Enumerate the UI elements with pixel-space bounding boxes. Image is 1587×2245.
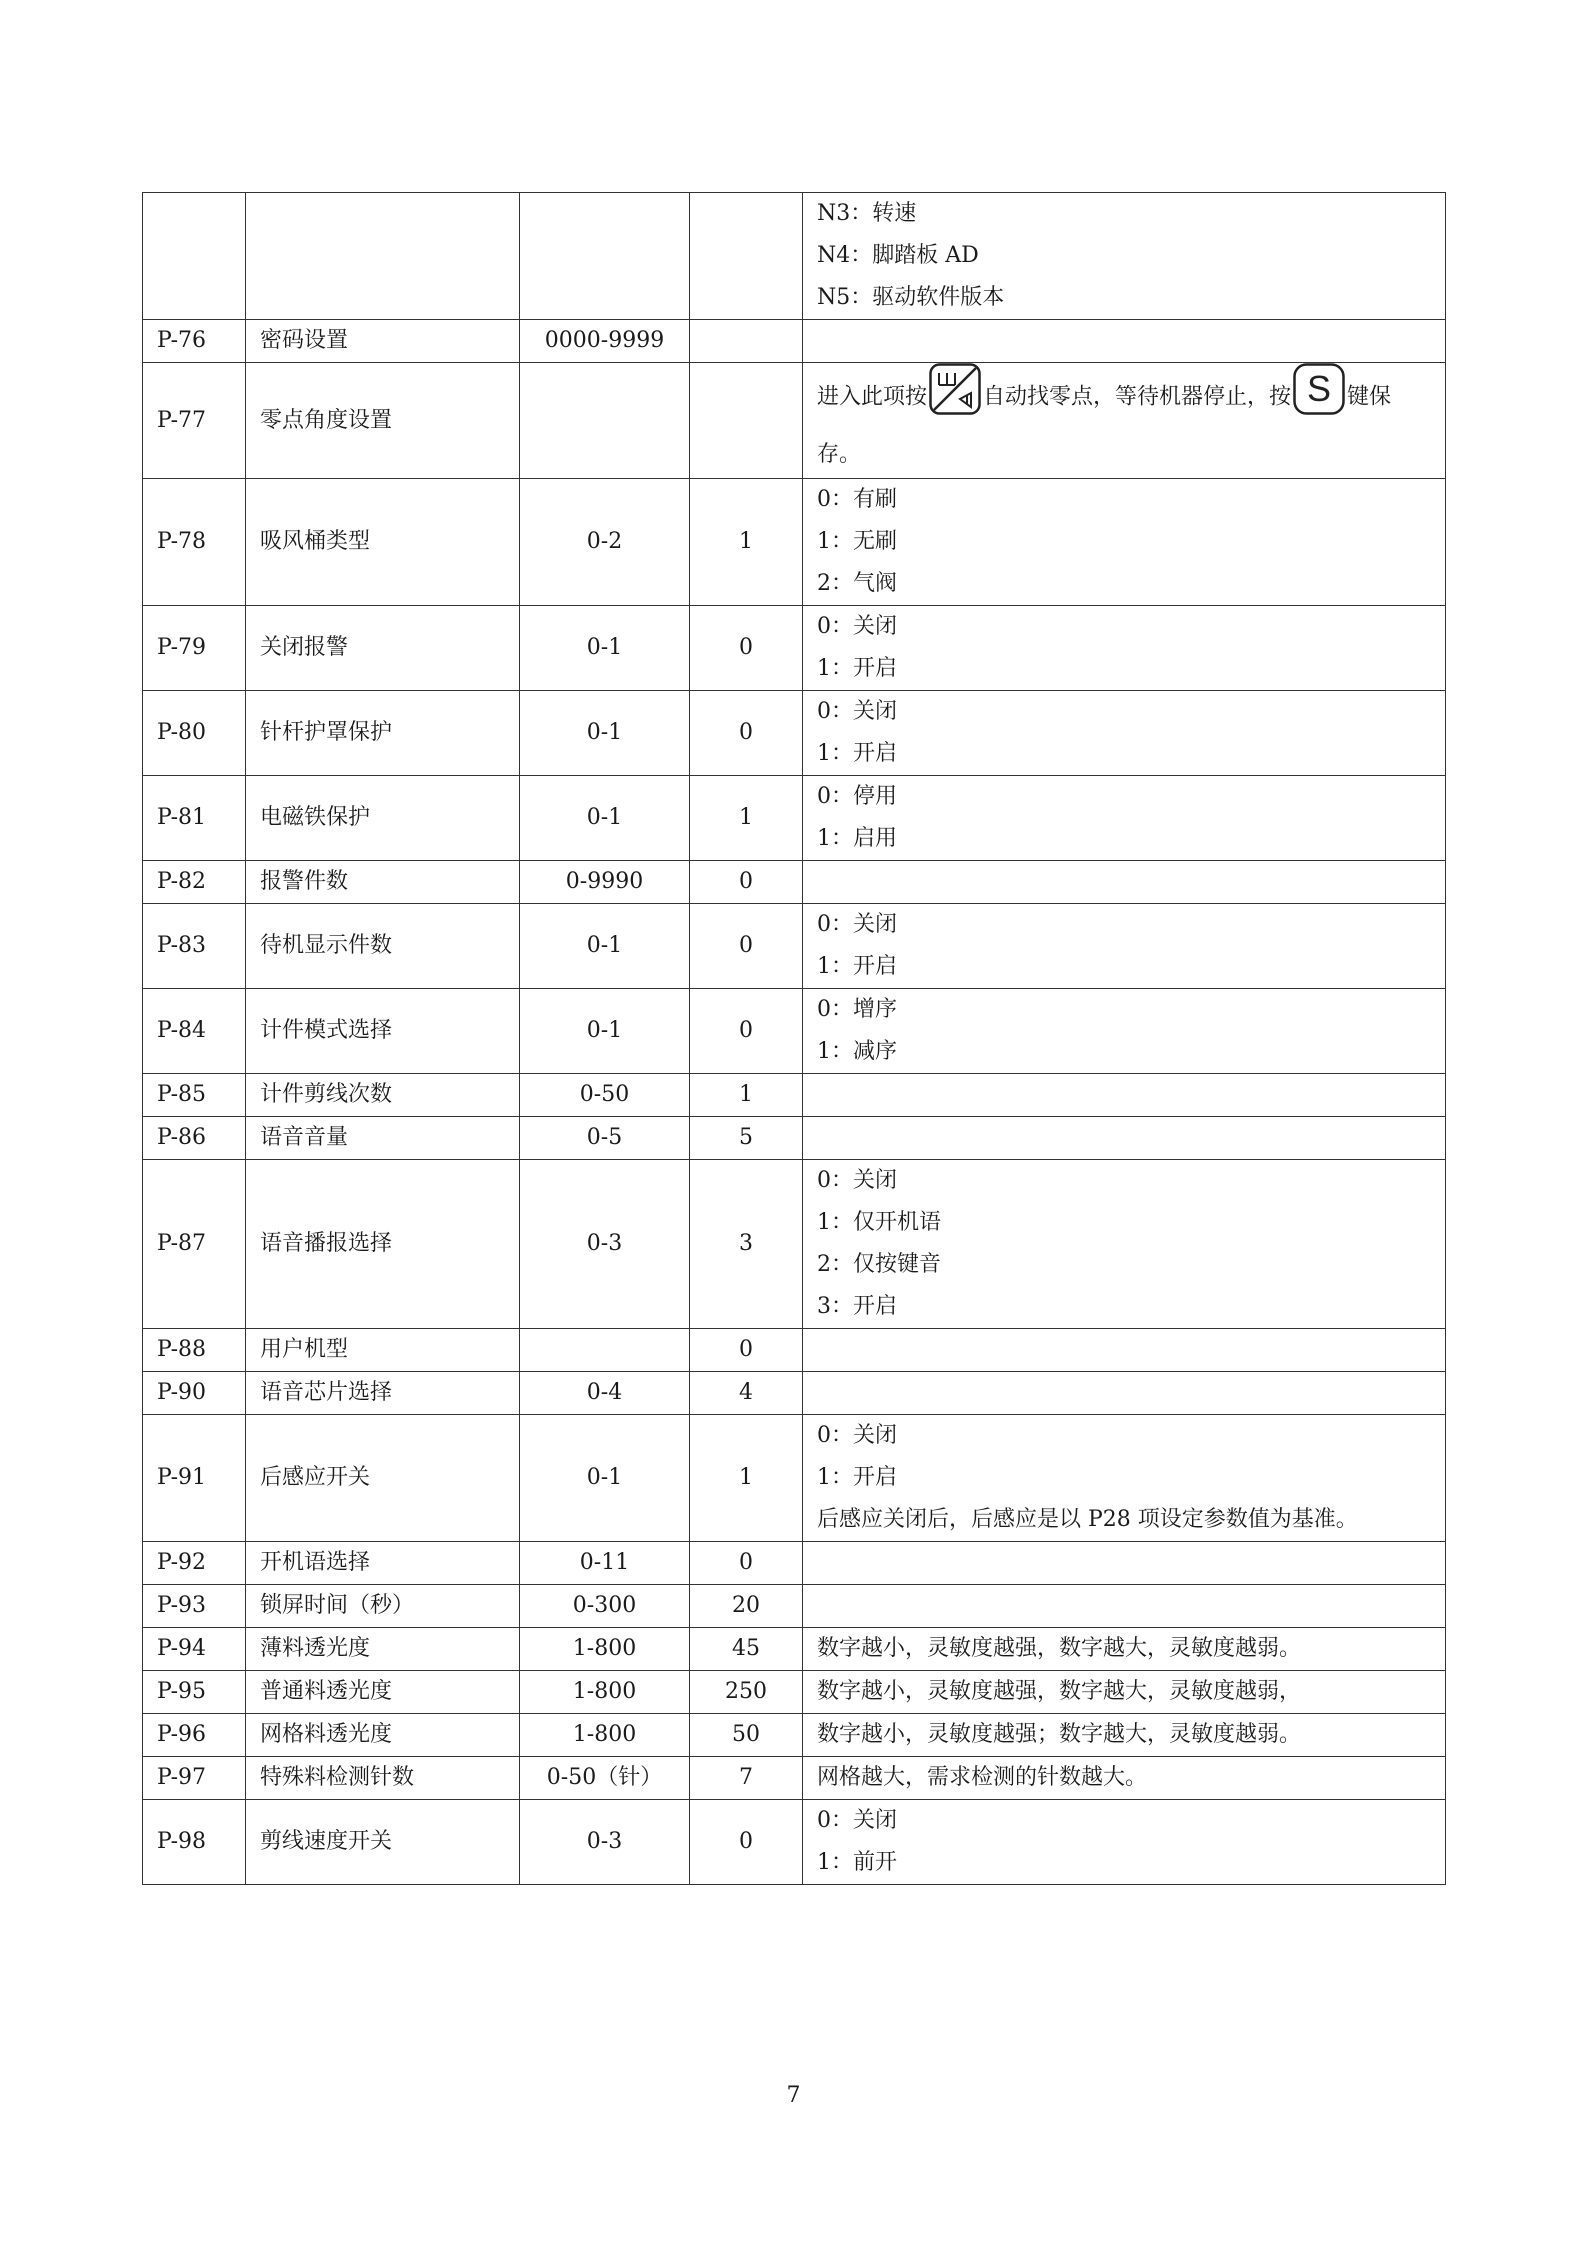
- range-cell: 1-800: [520, 1671, 690, 1714]
- description-cell: [803, 989, 1446, 1074]
- table-row: [143, 1585, 1446, 1628]
- description-line: 1：减序: [817, 1039, 897, 1064]
- range-cell: 0-1: [520, 904, 690, 989]
- description-line: 0：增序: [817, 997, 897, 1022]
- default-cell: 4: [690, 1372, 803, 1415]
- p77-description-cell: [803, 363, 1446, 479]
- description-cell: [803, 691, 1446, 776]
- code-cell: P-84: [143, 989, 246, 1074]
- table-row: [143, 193, 1446, 320]
- description-cell: [803, 320, 1446, 363]
- p77-desc-part3: 键保: [1347, 384, 1392, 410]
- description-cell: [803, 1372, 1446, 1415]
- page-number: 7: [786, 2083, 801, 2108]
- description-cell: [803, 1800, 1446, 1885]
- table-row: [143, 1415, 1446, 1542]
- table-row: [143, 904, 1446, 989]
- table-row: [143, 989, 1446, 1074]
- default-cell: 1: [690, 1074, 803, 1117]
- p77-desc-part2: 自动找零点，等待机器停止，按: [983, 384, 1292, 410]
- range-cell: 0-3: [520, 1800, 690, 1885]
- name-cell: 语音播报选择: [246, 1160, 520, 1329]
- code-cell: P-78: [143, 479, 246, 606]
- description-cell: [803, 1542, 1446, 1585]
- code-cell: [143, 193, 246, 320]
- table-row: [143, 691, 1446, 776]
- name-cell: 零点角度设置: [246, 363, 520, 479]
- description-line: 1：开启: [817, 954, 897, 979]
- code-cell: P-95: [143, 1671, 246, 1714]
- default-cell: 0: [690, 1800, 803, 1885]
- parameter-table: [142, 192, 1446, 1885]
- description-cell: [803, 606, 1446, 691]
- description-cell: [803, 1628, 1446, 1671]
- table-row: [143, 479, 1446, 606]
- name-cell: 关闭报警: [246, 606, 520, 691]
- table-row: [143, 861, 1446, 904]
- table-row: [143, 1160, 1446, 1329]
- description-line: 数字越小，灵敏度越强；数字越大，灵敏度越弱。: [817, 1722, 1302, 1747]
- code-cell: P-92: [143, 1542, 246, 1585]
- code-cell: P-85: [143, 1074, 246, 1117]
- description-line: 2：仅按键音: [817, 1252, 941, 1277]
- description-line: 后感应关闭后，后感应是以 P28 项设定参数值为基准。: [817, 1507, 1358, 1532]
- default-cell: 1: [690, 776, 803, 861]
- description-line: 1：无刷: [817, 529, 897, 554]
- s-key-label: S: [1307, 368, 1332, 409]
- description-line: 2：气阀: [817, 571, 897, 596]
- description-cell: [803, 1585, 1446, 1628]
- name-cell: 吸风桶类型: [246, 479, 520, 606]
- table-row: [143, 1329, 1446, 1372]
- name-cell: 计件模式选择: [246, 989, 520, 1074]
- default-cell: 0: [690, 989, 803, 1074]
- default-cell: 0: [690, 1329, 803, 1372]
- range-cell: 0-3: [520, 1160, 690, 1329]
- code-cell: P-88: [143, 1329, 246, 1372]
- code-cell: P-80: [143, 691, 246, 776]
- table-row: [143, 1074, 1446, 1117]
- name-cell: 普通料透光度: [246, 1671, 520, 1714]
- range-cell: 1-800: [520, 1628, 690, 1671]
- code-cell: P-76: [143, 320, 246, 363]
- code-cell: P-81: [143, 776, 246, 861]
- description-line: 0：关闭: [817, 1168, 897, 1193]
- default-cell: 3: [690, 1160, 803, 1329]
- table-row: [143, 1714, 1446, 1757]
- name-cell: 计件剪线次数: [246, 1074, 520, 1117]
- table-row: [143, 1800, 1446, 1885]
- description-cell: [803, 1117, 1446, 1160]
- code-cell: P-93: [143, 1585, 246, 1628]
- description-line: 1：开启: [817, 656, 897, 681]
- range-cell: 0-1: [520, 606, 690, 691]
- code-cell: P-87: [143, 1160, 246, 1329]
- description-cell: [803, 776, 1446, 861]
- code-cell: P-94: [143, 1628, 246, 1671]
- name-cell: 报警件数: [246, 861, 520, 904]
- description-cell: [803, 1329, 1446, 1372]
- range-cell: [520, 363, 690, 479]
- parameter-table-body: [143, 193, 1446, 1885]
- default-cell: 45: [690, 1628, 803, 1671]
- range-cell: 0-1: [520, 1415, 690, 1542]
- p77-desc-part1: 进入此项按: [817, 384, 928, 410]
- default-cell: [690, 193, 803, 320]
- table-row: [143, 1628, 1446, 1671]
- range-cell: 0-1: [520, 691, 690, 776]
- range-cell: 0-50（针）: [520, 1757, 690, 1800]
- range-cell: 0-1: [520, 776, 690, 861]
- name-cell: 特殊料检测针数: [246, 1757, 520, 1800]
- description-line: 0：关闭: [817, 699, 897, 724]
- description-cell: [803, 479, 1446, 606]
- description-line: 0：关闭: [817, 1423, 897, 1448]
- default-cell: 1: [690, 479, 803, 606]
- code-cell: P-97: [143, 1757, 246, 1800]
- description-line: 数字越小，灵敏度越强，数字越大，灵敏度越弱，: [817, 1679, 1302, 1704]
- name-cell: 后感应开关: [246, 1415, 520, 1542]
- name-cell: 电磁铁保护: [246, 776, 520, 861]
- code-cell: P-91: [143, 1415, 246, 1542]
- range-cell: [520, 1329, 690, 1372]
- name-cell: 锁屏时间（秒）: [246, 1585, 520, 1628]
- description-cell: [803, 1714, 1446, 1757]
- range-cell: 0-300: [520, 1585, 690, 1628]
- description-line: 0：停用: [817, 784, 897, 809]
- description-cell: [803, 1160, 1446, 1329]
- name-cell: 针杆护罩保护: [246, 691, 520, 776]
- table-row: [143, 320, 1446, 363]
- description-line: 1：启用: [817, 826, 897, 851]
- name-cell: 薄料透光度: [246, 1628, 520, 1671]
- range-cell: 0-9990: [520, 861, 690, 904]
- name-cell: 语音芯片选择: [246, 1372, 520, 1415]
- default-cell: 0: [690, 691, 803, 776]
- description-line: 3：开启: [817, 1294, 897, 1319]
- table-row: [143, 1671, 1446, 1714]
- table-row: [143, 1757, 1446, 1800]
- name-cell: 剪线速度开关: [246, 1800, 520, 1885]
- description-line: 0：关闭: [817, 614, 897, 639]
- name-cell: 语音音量: [246, 1117, 520, 1160]
- code-cell: P-96: [143, 1714, 246, 1757]
- description-line: 0：关闭: [817, 1808, 897, 1833]
- description-line: N3：转速: [817, 201, 917, 226]
- default-cell: 1: [690, 1415, 803, 1542]
- description-line: 1：开启: [817, 741, 897, 766]
- table-row: [143, 363, 1446, 479]
- default-cell: [690, 320, 803, 363]
- description-line: 1：开启: [817, 1465, 897, 1490]
- code-cell: P-98: [143, 1800, 246, 1885]
- name-cell: 密码设置: [246, 320, 520, 363]
- default-cell: 5: [690, 1117, 803, 1160]
- default-cell: 250: [690, 1671, 803, 1714]
- description-cell: [803, 1671, 1446, 1714]
- description-line: 数字越小，灵敏度越强，数字越大，灵敏度越弱。: [817, 1636, 1302, 1661]
- description-line: 网格越大，需求检测的针数越大。: [817, 1765, 1148, 1790]
- code-cell: P-77: [143, 363, 246, 479]
- name-cell: 网格料透光度: [246, 1714, 520, 1757]
- description-line: 1：仅开机语: [817, 1210, 941, 1235]
- code-cell: P-79: [143, 606, 246, 691]
- range-cell: 0-2: [520, 479, 690, 606]
- range-cell: 0-5: [520, 1117, 690, 1160]
- range-cell: 0-50: [520, 1074, 690, 1117]
- code-cell: P-86: [143, 1117, 246, 1160]
- table-row: [143, 1542, 1446, 1585]
- name-cell: [246, 193, 520, 320]
- needle-position-key-icon: [929, 363, 981, 432]
- description-line: N4：脚踏板 AD: [817, 243, 979, 268]
- p77-desc-part4: 存。: [817, 442, 862, 467]
- default-cell: 50: [690, 1714, 803, 1757]
- table-row: [143, 1372, 1446, 1415]
- s-key-icon: [1293, 363, 1345, 432]
- code-cell: P-83: [143, 904, 246, 989]
- description-cell: [803, 1757, 1446, 1800]
- default-cell: 0: [690, 606, 803, 691]
- code-cell: P-82: [143, 861, 246, 904]
- name-cell: 待机显示件数: [246, 904, 520, 989]
- description-cell: [803, 904, 1446, 989]
- range-cell: [520, 193, 690, 320]
- code-cell: P-90: [143, 1372, 246, 1415]
- default-cell: 0: [690, 1542, 803, 1585]
- table-row: [143, 776, 1446, 861]
- range-cell: 0000-9999: [520, 320, 690, 363]
- default-cell: 7: [690, 1757, 803, 1800]
- name-cell: 用户机型: [246, 1329, 520, 1372]
- range-cell: 0-1: [520, 989, 690, 1074]
- description-line: 1：前开: [817, 1850, 897, 1875]
- description-cell: [803, 861, 1446, 904]
- description-line: 0：有刷: [817, 487, 897, 512]
- table-row: [143, 1117, 1446, 1160]
- name-cell: 开机语选择: [246, 1542, 520, 1585]
- description-line: 0：关闭: [817, 912, 897, 937]
- range-cell: 1-800: [520, 1714, 690, 1757]
- range-cell: 0-11: [520, 1542, 690, 1585]
- description-line: N5：驱动软件版本: [817, 285, 1005, 310]
- description-cell: [803, 1074, 1446, 1117]
- description-cell: [803, 193, 1446, 320]
- default-cell: 0: [690, 904, 803, 989]
- default-cell: [690, 363, 803, 479]
- range-cell: 0-4: [520, 1372, 690, 1415]
- default-cell: 0: [690, 861, 803, 904]
- table-row: [143, 606, 1446, 691]
- default-cell: 20: [690, 1585, 803, 1628]
- description-cell: [803, 1415, 1446, 1542]
